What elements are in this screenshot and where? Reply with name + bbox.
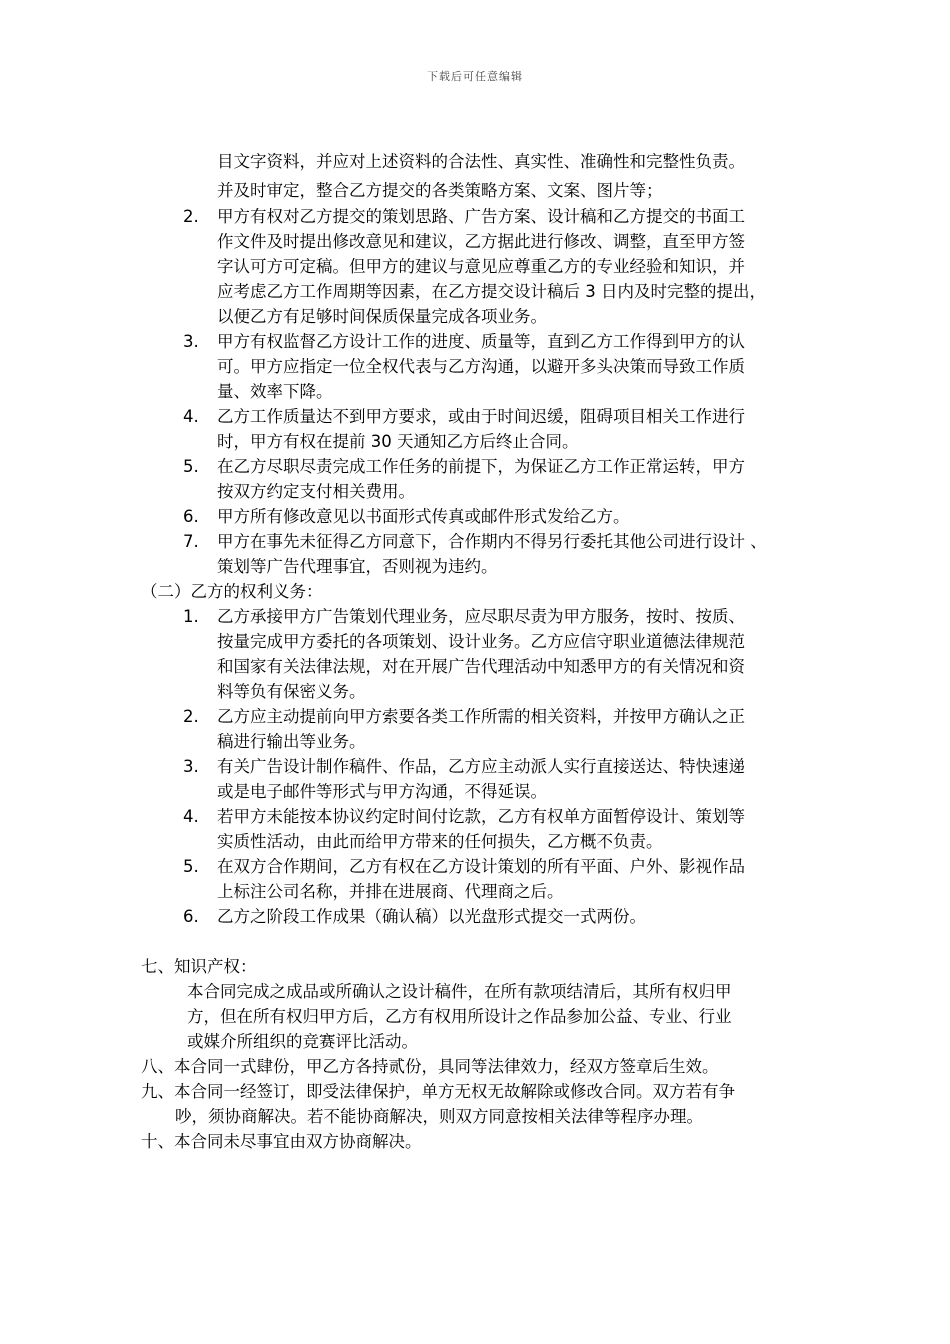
- item-line: 作文件及时提出修改意见和建议，乙方据此进行修改、调整，直至甲方签: [217, 232, 745, 251]
- item-number: 4.: [183, 407, 199, 426]
- item-line: 若甲方未能按本协议约定时间付讫款，乙方有权单方面暂停设计、策划等: [217, 807, 745, 826]
- item-number: 6.: [183, 507, 199, 526]
- paragraph-line: 或媒介所组织的竞赛评比活动。: [187, 1032, 418, 1051]
- paragraph-line: 本合同完成之成品或所确认之设计稿件，在所有款项结清后，其所有权归甲: [187, 982, 732, 1001]
- item-number: 3.: [183, 757, 199, 776]
- item-line: 量、效率下降。: [217, 382, 333, 401]
- item-line: 甲方有权对乙方提交的策划思路、广告方案、设计稿和乙方提交的书面工: [217, 207, 745, 226]
- item-line: 在乙方尽职尽责完成工作任务的前提下，为保证乙方工作正常运转，甲方: [217, 457, 745, 476]
- continuation-line: 目文字资料，并应对上述资料的合法性、真实性、准确性和完整性负责。: [217, 152, 745, 171]
- item-line: 按双方约定支付相关费用。: [217, 482, 415, 501]
- item-line: 时，甲方有权在提前 30 天通知乙方后终止合同。: [217, 432, 579, 451]
- item-line: 和国家有关法律法规，对在开展广告代理活动中知悉甲方的有关情况和资: [217, 657, 745, 676]
- item-line: 按量完成甲方委托的各项策划、设计业务。乙方应信守职业道德法律规范: [217, 632, 745, 651]
- item-number: 6.: [183, 907, 199, 926]
- item-number: 5.: [183, 457, 199, 476]
- clause-line: 吵，须协商解决。若不能协商解决，则双方同意按相关法律等程序办理。: [175, 1107, 703, 1126]
- item-line: 乙方工作质量达不到甲方要求，或由于时间迟缓，阻碍项目相关工作进行: [217, 407, 745, 426]
- item-number: 5.: [183, 857, 199, 876]
- section-heading: （二）乙方的权利义务：: [141, 582, 323, 601]
- item-number: 7.: [183, 532, 199, 551]
- item-number: 1.: [183, 607, 199, 626]
- item-line: 有关广告设计制作稿件、作品，乙方应主动派人实行直接送达、特快速递: [217, 757, 745, 776]
- continuation-line: 并及时审定，整合乙方提交的各类策略方案、文案、图片等；: [217, 181, 663, 200]
- item-line: 应考虑乙方工作周期等因素，在乙方提交设计稿后 3 日内及时完整的提出，: [217, 282, 766, 301]
- item-line: 料等负有保密义务。: [217, 682, 366, 701]
- item-line: 甲方在事先未征得乙方同意下，合作期内不得另行委托其他公司进行设计 、: [217, 532, 767, 551]
- item-number: 2.: [183, 207, 199, 226]
- item-line: 或是电子邮件等形式与甲方沟通，不得延误。: [217, 782, 547, 801]
- item-line: 甲方有权监督乙方设计工作的进度、质量等，直到乙方工作得到甲方的认: [217, 332, 745, 351]
- item-line: 可。甲方应指定一位全权代表与乙方沟通，以避开多头决策而导致工作质: [217, 357, 745, 376]
- clause-line: 十、本合同未尽事宜由双方协商解决。: [141, 1132, 422, 1151]
- item-line: 以便乙方有足够时间保质保量完成各项业务。: [217, 307, 547, 326]
- item-line: 字认可方可定稿。但甲方的建议与意见应尊重乙方的专业经验和知识，并: [217, 257, 745, 276]
- page-header: 下载后可任意编辑: [427, 70, 523, 83]
- clause-line: 九、本合同一经签订，即受法律保护，单方无权无故解除或修改合同。双方若有争: [141, 1082, 735, 1101]
- item-number: 4.: [183, 807, 199, 826]
- item-line: 乙方应主动提前向甲方索要各类工作所需的相关资料，并按甲方确认之正: [217, 707, 745, 726]
- item-line: 乙方之阶段工作成果（确认稿）以光盘形式提交一式两份。: [217, 907, 646, 926]
- item-number: 2.: [183, 707, 199, 726]
- item-line: 乙方承接甲方广告策划代理业务，应尽职尽责为甲方服务，按时、按质、: [217, 607, 745, 626]
- item-line: 上标注公司名称，并排在进展商、代理商之后。: [217, 882, 564, 901]
- item-line: 甲方所有修改意见以书面形式传真或邮件形式发给乙方。: [217, 507, 630, 526]
- item-number: 3.: [183, 332, 199, 351]
- item-line: 稿进行输出等业务。: [217, 732, 366, 751]
- item-line: 实质性活动，由此而给甲方带来的任何损失，乙方概不负责。: [217, 832, 663, 851]
- paragraph-line: 方，但在所有权归甲方后，乙方有权用所设计之作品参加公益、专业、行业: [187, 1007, 732, 1026]
- section-heading: 七、知识产权：: [141, 957, 257, 976]
- item-line: 策划等广告代理事宜，否则视为违约。: [217, 557, 498, 576]
- clause-line: 八、本合同一式肆份，甲乙方各持贰份，具同等法律效力，经双方签章后生效。: [141, 1057, 719, 1076]
- item-line: 在双方合作期间，乙方有权在乙方设计策划的所有平面、户外、影视作品: [217, 857, 745, 876]
